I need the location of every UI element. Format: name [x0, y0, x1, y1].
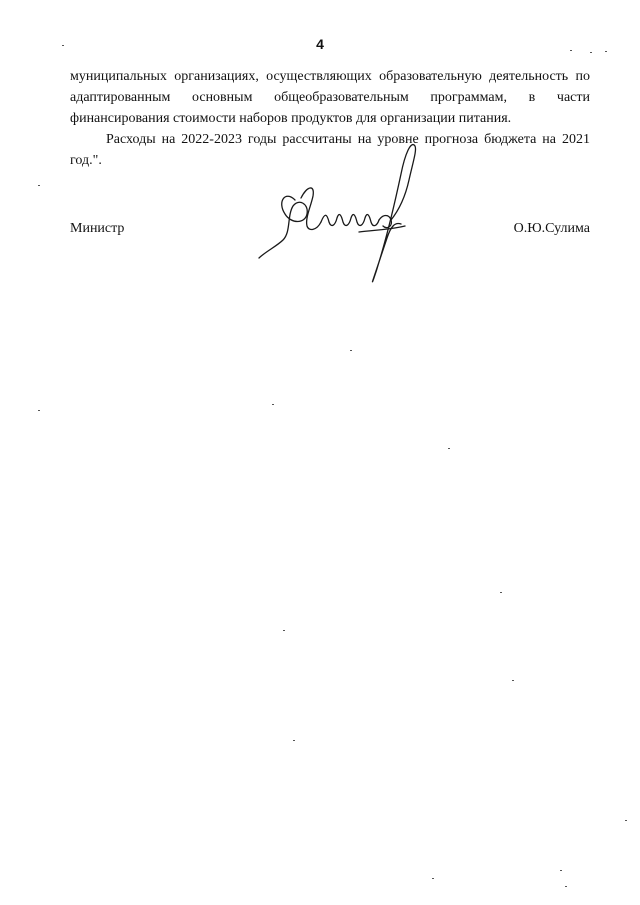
scan-speck [570, 50, 572, 51]
scan-speck [565, 886, 567, 887]
paragraph-expenses: Расходы на 2022-2023 годы рассчитаны на уровне прогноза бюджета на 2021 год.". [70, 132, 590, 168]
paragraph-continuation: муниципальных организациях, осуществляющих образовательную деятельность по адаптированным основным общеобразовательным программам, в части финансирования стоимости наборов продуктов для организации питания. [70, 69, 590, 126]
scan-speck [512, 680, 514, 681]
scan-speck [625, 820, 627, 821]
scan-speck [448, 448, 450, 449]
scan-speck [500, 592, 502, 593]
scan-speck [432, 878, 434, 879]
scan-speck [272, 404, 274, 405]
signer-name: О.Ю.Сулима [513, 221, 590, 236]
scan-speck [350, 350, 352, 351]
scan-speck [38, 185, 40, 186]
scan-speck [560, 870, 562, 871]
scan-speck [590, 52, 592, 53]
scan-speck [605, 51, 607, 52]
scan-speck [293, 740, 295, 741]
scan-speck [62, 45, 64, 46]
signer-position: Министр [70, 221, 125, 236]
page-number: 4 [316, 36, 324, 52]
scan-speck [38, 410, 40, 411]
handwritten-signature [255, 140, 435, 290]
scan-speck [283, 630, 285, 631]
